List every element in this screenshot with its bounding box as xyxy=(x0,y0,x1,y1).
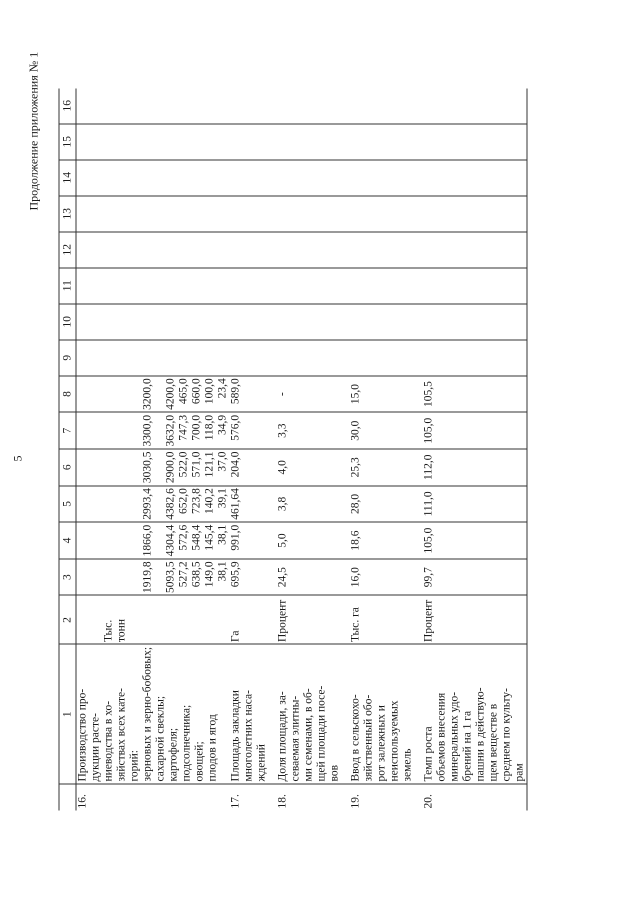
empty-cell xyxy=(423,195,528,231)
empty-cell xyxy=(230,231,277,267)
value: 34,9 xyxy=(216,414,229,435)
value-cell: 204,0 xyxy=(230,448,277,485)
value-cell: 3,3 xyxy=(277,412,350,449)
name-line: ниеводства в хо- xyxy=(102,700,115,781)
value: 660,0 xyxy=(190,377,203,404)
col-header xyxy=(59,784,76,811)
value-cell: 105,5 xyxy=(423,375,528,412)
col-header: 7 xyxy=(59,412,76,449)
name-line: среднем по культу- xyxy=(500,687,513,781)
value: 522,0 xyxy=(177,450,190,477)
value-cell: 18,6 xyxy=(350,522,423,559)
empty-cell xyxy=(277,159,350,195)
name-line: Ввод в сельскохо- xyxy=(349,693,362,781)
name-line: объемов внесения xyxy=(435,692,448,781)
value: 2993,4 xyxy=(141,487,154,520)
value-cell: 461,64 xyxy=(230,485,277,522)
value-cell: 15,0 xyxy=(350,375,423,412)
value: 3300,0 xyxy=(141,414,154,446)
name-line: горий: xyxy=(128,749,141,781)
value: 2900,0 xyxy=(164,450,177,483)
col-header: 11 xyxy=(59,267,76,303)
empty-cell xyxy=(350,267,423,303)
name-line: рам xyxy=(513,762,526,781)
value: 121,1 xyxy=(203,450,216,477)
name-line: минеральных удо- xyxy=(448,691,461,781)
value: 572,6 xyxy=(177,524,190,551)
value: 5093,5 xyxy=(164,560,177,593)
unit-line: Тыс. xyxy=(102,619,115,642)
unit: Процент xyxy=(423,595,528,644)
name-line: зяйствах всех кате- xyxy=(115,687,128,781)
value-cell: 5,0 xyxy=(277,522,350,559)
col-header: 6 xyxy=(59,448,76,485)
table-row xyxy=(76,88,230,810)
table-row xyxy=(350,88,423,810)
sub-name: овощей; xyxy=(193,740,206,781)
value: 723,8 xyxy=(190,487,203,514)
name-line: вов xyxy=(328,764,341,781)
name-line: севаемая элитны- xyxy=(289,695,302,781)
empty-cell xyxy=(76,267,230,303)
value-cell: 99,7 xyxy=(423,558,528,595)
empty-cell xyxy=(277,195,350,231)
value: 1866,0 xyxy=(141,524,154,556)
value-cell: 991,0 xyxy=(230,522,277,559)
value-cell: 105,0 xyxy=(423,522,528,559)
value-cell xyxy=(76,448,230,485)
empty-cell xyxy=(350,123,423,159)
empty-cell xyxy=(230,339,277,375)
row-number: 17. xyxy=(229,793,242,808)
value-cell xyxy=(76,558,230,595)
empty-cell xyxy=(350,195,423,231)
value-cell: 695,9 xyxy=(230,558,277,595)
value: 4382,6 xyxy=(164,487,177,520)
empty-cell xyxy=(230,159,277,195)
value: 37,0 xyxy=(216,450,229,472)
name-line: неиспользуемых xyxy=(388,699,401,781)
value-cell: 24,5 xyxy=(277,558,350,595)
value-cell: - xyxy=(277,375,350,412)
empty-cell xyxy=(277,303,350,339)
indicator-name xyxy=(350,644,423,784)
value-cell: 105,0 xyxy=(423,412,528,449)
empty-cell xyxy=(230,195,277,231)
col-header: 1 xyxy=(59,644,76,784)
row-number: 19. xyxy=(349,793,362,808)
empty-cell xyxy=(277,339,350,375)
name-line: зяйственный обо- xyxy=(362,694,375,781)
empty-cell xyxy=(277,267,350,303)
unit: Тыс. га xyxy=(350,595,423,644)
indicator-name xyxy=(76,644,230,784)
value: 3200,0 xyxy=(141,377,154,410)
table-row xyxy=(230,88,277,810)
col-header: 13 xyxy=(59,195,76,231)
empty-cell xyxy=(350,88,423,124)
name-line: многолетних наса- xyxy=(242,689,255,781)
value-cell: 112,0 xyxy=(423,448,528,485)
empty-cell xyxy=(423,88,528,124)
col-header: 3 xyxy=(59,558,76,595)
empty-cell xyxy=(277,88,350,124)
name-line: щем веществе в xyxy=(487,703,500,781)
empty-cell xyxy=(277,123,350,159)
name-line: Темп роста xyxy=(422,725,435,781)
empty-cell xyxy=(76,231,230,267)
value-cell: 589,0 xyxy=(230,375,277,412)
empty-cell xyxy=(277,231,350,267)
empty-cell xyxy=(350,159,423,195)
name-line: щей площади посе- xyxy=(315,685,328,781)
empty-cell xyxy=(350,303,423,339)
empty-cell xyxy=(423,267,528,303)
indicator-name xyxy=(230,644,277,784)
value: 145,4 xyxy=(203,524,216,551)
col-header: 12 xyxy=(59,231,76,267)
value: 38,1 xyxy=(216,560,229,581)
name-line: ми семенами, в об- xyxy=(302,687,315,781)
empty-cell xyxy=(423,159,528,195)
unit: Процент xyxy=(277,595,350,644)
value: 571,0 xyxy=(190,450,203,477)
name-line: брений на 1 га xyxy=(461,710,474,781)
col-header: 5 xyxy=(59,485,76,522)
rotated-content xyxy=(1,0,640,905)
value: 638,5 xyxy=(190,560,203,587)
name-line: Производство про- xyxy=(76,688,89,781)
empty-cell xyxy=(76,123,230,159)
name-line: ждений xyxy=(255,743,268,781)
empty-cell xyxy=(423,123,528,159)
value-cell xyxy=(76,375,230,412)
empty-cell xyxy=(350,339,423,375)
value: 700,0 xyxy=(190,414,203,441)
value: 1919,8 xyxy=(141,560,154,593)
sub-name: сахарной свеклы; xyxy=(154,695,167,781)
name-line: Доля площади, за- xyxy=(276,690,289,781)
unit-line: тонн xyxy=(115,618,128,642)
row-number: 16. xyxy=(76,793,89,808)
col-header: 15 xyxy=(59,123,76,159)
name-line: пашни в действую- xyxy=(474,686,487,781)
value: 527,2 xyxy=(177,560,190,587)
value: 652,0 xyxy=(177,487,190,514)
col-header: 16 xyxy=(59,88,76,124)
value-cell: 111,0 xyxy=(423,485,528,522)
unit: Га xyxy=(230,595,277,644)
header-row xyxy=(59,88,76,810)
value-cell: 25,3 xyxy=(350,448,423,485)
indicators-table xyxy=(59,88,528,810)
sub-name: плодов и ягод xyxy=(206,713,219,781)
sub-name: картофеля; xyxy=(167,727,180,781)
continuation-note: Продолжение приложения № 1 xyxy=(26,51,41,210)
name-line: дукции расте- xyxy=(89,712,102,781)
sub-name: зерновых и зерно-бобовых; xyxy=(141,646,154,781)
row-number: 18. xyxy=(276,793,289,808)
value-cell: 4,0 xyxy=(277,448,350,485)
empty-cell xyxy=(423,303,528,339)
value: 3030,5 xyxy=(141,450,154,483)
name-line: земель xyxy=(401,747,414,781)
value-cell xyxy=(76,412,230,449)
col-header: 2 xyxy=(59,595,76,644)
empty-cell xyxy=(76,159,230,195)
indicator-name xyxy=(277,644,350,784)
empty-cell xyxy=(230,123,277,159)
page-number: 5 xyxy=(10,455,25,461)
value: 465,0 xyxy=(177,377,190,404)
unit xyxy=(76,595,230,644)
value: 38,1 xyxy=(216,524,229,545)
value-cell: 576,0 xyxy=(230,412,277,449)
table-row xyxy=(423,88,528,810)
value: 747,3 xyxy=(177,414,190,441)
value: 3632,0 xyxy=(164,414,177,446)
row-number: 20. xyxy=(423,784,528,811)
value-cell: 16,0 xyxy=(350,558,423,595)
empty-cell xyxy=(423,231,528,267)
name-line: рот залежных и xyxy=(375,704,388,781)
col-header: 10 xyxy=(59,303,76,339)
value: 4200,0 xyxy=(164,377,177,410)
empty-cell xyxy=(230,88,277,124)
sub-name: подсолнечника; xyxy=(180,704,193,781)
col-header: 4 xyxy=(59,522,76,559)
empty-cell xyxy=(230,303,277,339)
value: 149,0 xyxy=(203,560,216,587)
value-cell: 30,0 xyxy=(350,412,423,449)
value-cell: 3,8 xyxy=(277,485,350,522)
col-header: 14 xyxy=(59,159,76,195)
empty-cell xyxy=(76,303,230,339)
empty-cell xyxy=(230,267,277,303)
table-row xyxy=(277,88,350,810)
col-header: 9 xyxy=(59,339,76,375)
value: 39,1 xyxy=(216,487,229,508)
empty-cell xyxy=(423,339,528,375)
indicator-name xyxy=(423,644,528,784)
name-line: Площадь закладки xyxy=(229,689,242,781)
value: 4304,4 xyxy=(164,524,177,556)
empty-cell xyxy=(76,88,230,124)
value: 100,0 xyxy=(203,377,216,404)
value-cell xyxy=(76,485,230,522)
value: 140,2 xyxy=(203,487,216,514)
empty-cell xyxy=(76,195,230,231)
col-header: 8 xyxy=(59,375,76,412)
value: 548,4 xyxy=(190,524,203,551)
value: 118,0 xyxy=(203,414,216,440)
empty-cell xyxy=(350,231,423,267)
value-cell: 28,0 xyxy=(350,485,423,522)
value: 23,4 xyxy=(216,377,229,398)
empty-cell xyxy=(76,339,230,375)
value-cell xyxy=(76,522,230,559)
